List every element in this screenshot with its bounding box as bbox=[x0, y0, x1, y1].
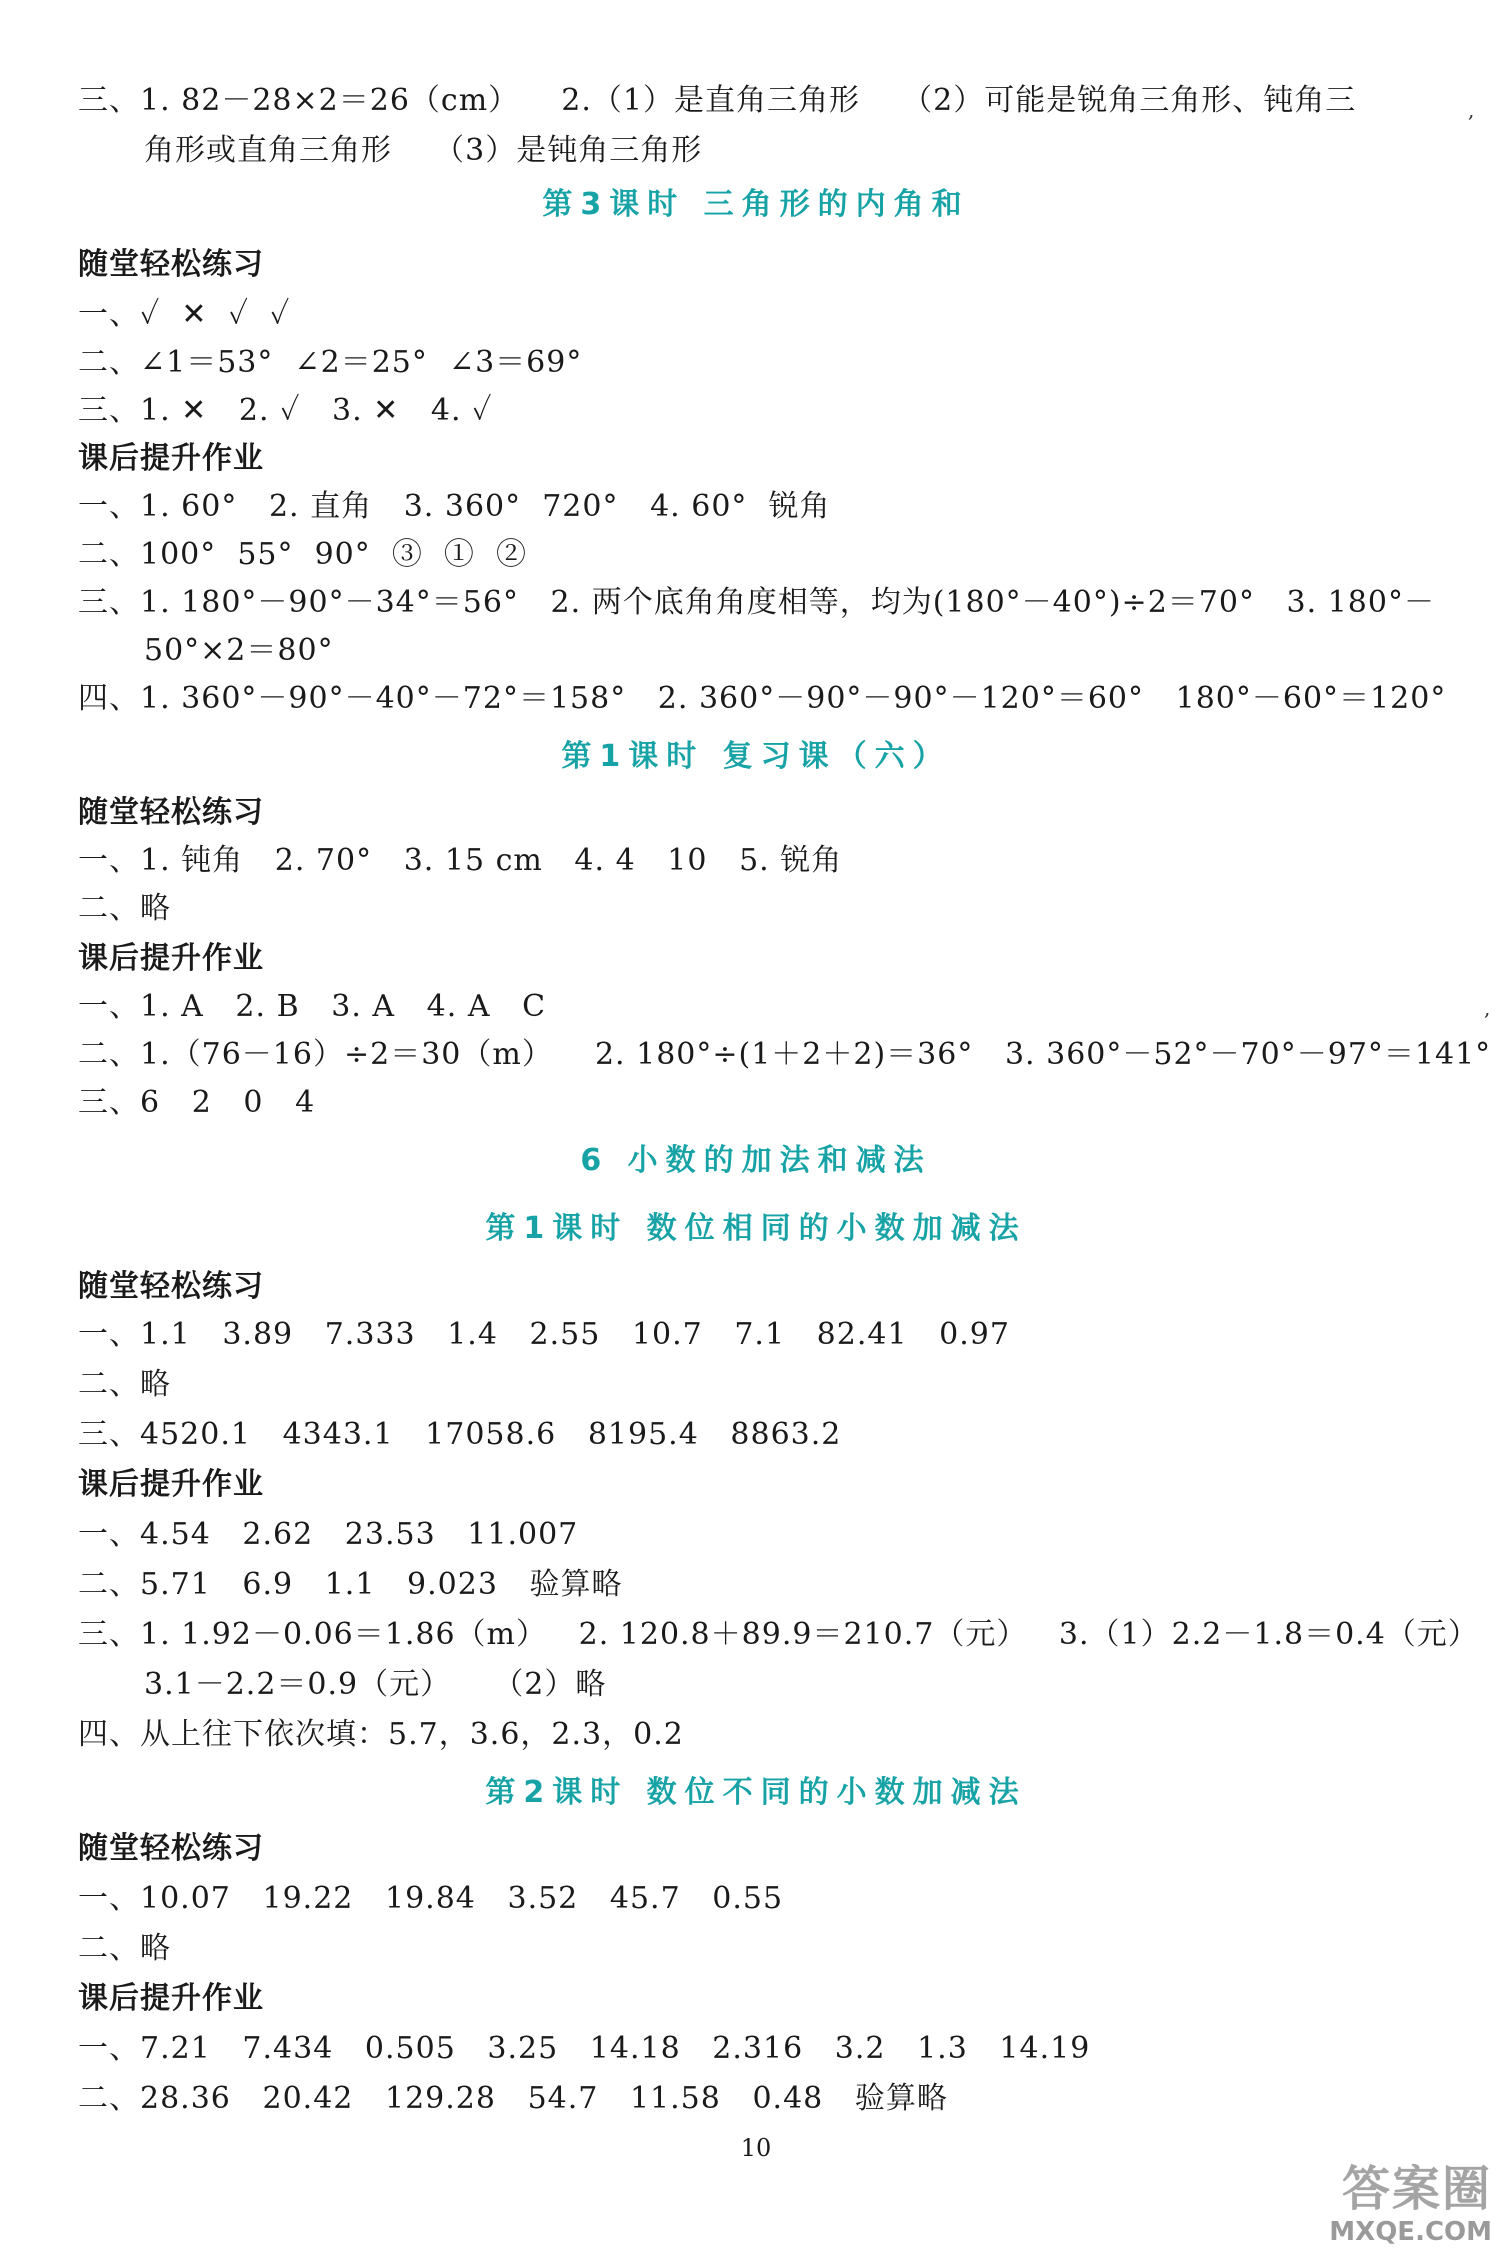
answer-line: 三、1. 180°－90°－34°＝56° 2. 两个底角角度相等，均为(180°－40°)÷2＝70° 3. 180°－ bbox=[78, 585, 1435, 620]
answer-line: 二、1.（76－16）÷2＝30（m） 2. 180°÷(1＋2＋2)＝36° 3. 360°－52°－70°－97°＝141° bbox=[78, 1037, 1492, 1072]
watermark bbox=[1287, 2162, 1492, 2250]
section-heading: 随堂轻松练习 bbox=[78, 1831, 264, 1866]
section-heading: 课后提升作业 bbox=[78, 1981, 264, 2016]
answer-line: 二、5.71 6.9 1.1 9.023 验算略 bbox=[78, 1567, 623, 1602]
section-heading: 课后提升作业 bbox=[78, 441, 264, 476]
page-number: 10 bbox=[740, 2134, 772, 2162]
section-heading: 随堂轻松练习 bbox=[78, 1269, 264, 1304]
watermark-site: MXQE.COM bbox=[1329, 2217, 1492, 2247]
answer-line: 三、1. ✕ 2. ✓ 3. ✕ 4. ✓ bbox=[78, 393, 493, 428]
answer-line: 一、✓ ✕ ✓ ✓ bbox=[78, 297, 291, 332]
answer-line: 三、1. 82－28×2＝26（cm） 2.（1）是直角三角形 （2）可能是锐角三角形、钝角三 bbox=[78, 83, 1357, 118]
section-heading: 课后提升作业 bbox=[78, 941, 264, 976]
section-heading: 随堂轻松练习 bbox=[78, 247, 264, 282]
answer-line: 一、1. A 2. B 3. A 4. A C bbox=[78, 989, 547, 1024]
answer-line: 二、略 bbox=[78, 891, 171, 926]
answer-line: 一、1. 60° 2. 直角 3. 360° 720° 4. 60° 锐角 bbox=[78, 489, 831, 524]
answer-line: 二、∠1＝53° ∠2＝25° ∠3＝69° bbox=[78, 345, 583, 380]
answer-line: 一、1.1 3.89 7.333 1.4 2.55 10.7 7.1 82.41 0.97 bbox=[78, 1317, 1010, 1352]
lesson-title: 第1课时 复习课（六） bbox=[561, 739, 951, 774]
section-heading: 随堂轻松练习 bbox=[78, 795, 264, 830]
lesson-title: 第1课时 数位相同的小数加减法 bbox=[485, 1211, 1027, 1246]
answer-line: 50°×2＝80° bbox=[144, 633, 334, 668]
answer-line: 二、28.36 20.42 129.28 54.7 11.58 0.48 验算略 bbox=[78, 2081, 948, 2116]
answer-line: 二、略 bbox=[78, 1931, 171, 1966]
lesson-title: 第3课时 三角形的内角和 bbox=[542, 187, 970, 222]
answer-line: 三、1. 1.92－0.06＝1.86（m） 2. 120.8＋89.9＝210.7（元） 3.（1）2.2－1.8＝0.4（元） bbox=[78, 1617, 1479, 1652]
answer-line: 一、7.21 7.434 0.505 3.25 14.18 2.316 3.2 1.3 14.19 bbox=[78, 2031, 1091, 2066]
answer-line: 一、10.07 19.22 19.84 3.52 45.7 0.55 bbox=[78, 1881, 784, 1916]
answer-line: 角形或直角三角形 （3）是钝角三角形 bbox=[144, 133, 703, 168]
lesson-title: 第2课时 数位不同的小数加减法 bbox=[485, 1775, 1027, 1810]
answer-line: 3.1－2.2＝0.9（元） （2）略 bbox=[144, 1667, 607, 1702]
scan-mark: , bbox=[1484, 996, 1491, 1020]
scan-mark: , bbox=[1468, 98, 1475, 122]
answer-line: 三、6 2 0 4 bbox=[78, 1085, 316, 1120]
answer-line: 三、4520.1 4343.1 17058.6 8195.4 8863.2 bbox=[78, 1417, 842, 1452]
unit-title: 6 小数的加法和减法 bbox=[580, 1143, 932, 1178]
answer-line: 一、4.54 2.62 23.53 11.007 bbox=[78, 1517, 579, 1552]
answer-line: 二、略 bbox=[78, 1367, 171, 1402]
section-heading: 课后提升作业 bbox=[78, 1467, 264, 1502]
answer-line: 二、100° 55° 90° ③ ① ② bbox=[78, 537, 527, 572]
answer-line: 四、从上往下依次填：5.7，3.6，2.3，0.2 bbox=[78, 1717, 684, 1752]
watermark-logo: 答案圈 bbox=[1341, 2161, 1492, 2217]
answer-line: 一、1. 钝角 2. 70° 3. 15 cm 4. 4 10 5. 锐角 bbox=[78, 843, 843, 878]
answer-line: 四、1. 360°－90°－40°－72°＝158° 2. 360°－90°－90°－120°＝60° 180°－60°＝120° bbox=[78, 681, 1447, 716]
